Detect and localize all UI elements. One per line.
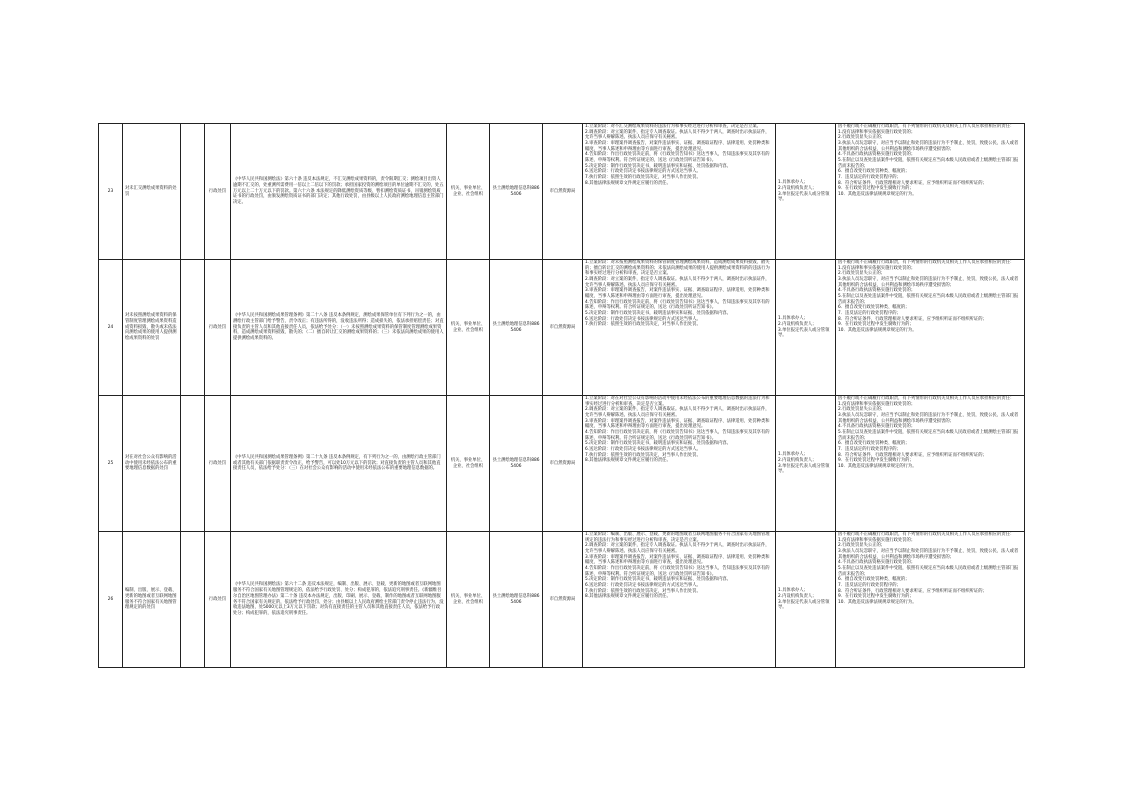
responsible-persons-line: 3.单位报定代表人或分管领导。 bbox=[778, 463, 830, 475]
accountability-cases-line: 6．擅自改变行政处罚种类、幅度的； bbox=[838, 441, 910, 447]
power-type: 行政处罚 bbox=[205, 532, 231, 668]
accountability-cases bbox=[836, 532, 1025, 668]
sub-item bbox=[181, 124, 205, 260]
accountability-cases-line: 9．在行政处罚过程中发生腐败行为的； bbox=[838, 322, 914, 328]
accountability-cases-line: 因不履行或不正确履行行政职责，有下列情形的行政机关及相关工作人员应承担相应的责任： bbox=[838, 124, 1015, 129]
responsibility-steps-line: 3.审查阶段：审理案件调查报告，对案件违法事实、证据、调查取证程序、法律适用、处罚种类和幅度、当事人陈述和申辩理由等方面进行审查，提出处理意见。 bbox=[585, 554, 770, 566]
power-type: 行政处罚 bbox=[205, 124, 231, 260]
responsibility-steps-line: 8.其他法律法规规章文件规定应履行的责任。 bbox=[585, 458, 671, 464]
responsible-persons-line: 3.单位报定代表人或分管领导。 bbox=[778, 191, 830, 203]
responsibility-steps-line: 8.其他法律法规规章文件规定应履行的责任。 bbox=[585, 594, 671, 600]
responsibility-steps-line: 6.送达阶段：行政处罚决定书按法律规定的方式送达当事人。 bbox=[585, 316, 701, 322]
responsibility-steps-line: 1.立案阶段：编制、出版、展示、登载、更新的地图或者互联网地图服务不符合国家有关地图管理规定的违法行为和事实经过进行分析和审查，决定是否立案。 bbox=[585, 532, 770, 543]
accountability-cases-line: 2.行政处罚显失公正的； bbox=[838, 135, 886, 141]
accountability-cases-line: 因不履行或不正确履行行政职责，有下列情形的行政机关及相关工作人员应承担相应的责任： bbox=[838, 396, 1015, 401]
responsibility-steps-line: 6.送达阶段：行政处罚决定书按法律规定的方式送达当事人。 bbox=[585, 583, 701, 589]
item-name: 对在对社会公众有影响的活动中使用未经依法公布的重要地理信息数据的处罚 bbox=[123, 396, 181, 532]
responsibility-steps bbox=[583, 532, 776, 668]
accountability-cases-line: 2.行政处罚显失公正的； bbox=[838, 543, 886, 549]
accountability-cases-line: 9．在行政处罚过程中发生腐败行为的； bbox=[838, 594, 914, 600]
accountability-cases-line: 5.在制止以及查处违法案件中受阻，依照有关规定应当向本级人民政府或者上级测绘主管部门报告而未报告的； bbox=[838, 158, 1019, 169]
accountability-cases-line: 10．其他违反法律法规规章规定的行为。 bbox=[838, 464, 917, 470]
responsible-persons-line: 1.具体承办人； bbox=[778, 452, 808, 458]
responsible-persons bbox=[776, 124, 836, 260]
accountability-cases-line: 8．符合听证条件、行政管理相对人要求听证，应予组织听证而不组织听证的； bbox=[838, 588, 987, 594]
responsibility-steps-line: 7.执行阶段：依照生效的行政处罚决定，对当事人作出处罚。 bbox=[585, 452, 701, 458]
accountability-cases-line: 2.行政处罚显失公正的； bbox=[838, 407, 886, 413]
sub-item bbox=[181, 260, 205, 396]
responsibility-steps-line: 7.执行阶段：依照生效的行政处罚决定，对当事人作出处罚。 bbox=[585, 322, 701, 328]
item-name: 编制、出版、展示、登载、更新的地图或者互联网地图服务不符合国家有关地图管理规定的的处罚 bbox=[123, 532, 181, 668]
responsibility-steps-line: 5.决定阶段：制作行政处罚决定书，载明违法事实和证据、处罚依据和内容。 bbox=[585, 441, 731, 447]
accountability-cases bbox=[836, 260, 1025, 396]
responsible-persons-line: 2.内设机构负责人； bbox=[778, 185, 817, 191]
accountability-cases-line: 7．违反法定的行政处罚程序的； bbox=[838, 583, 901, 589]
table-body bbox=[99, 124, 1025, 668]
accountability-cases-line: 1.没有法律和事实依据实施行政处罚的； bbox=[838, 537, 916, 543]
accountability-cases bbox=[836, 124, 1025, 260]
responsibility-steps-line: 7.执行阶段：依照生效的行政处罚决定，对当事人作出处罚。 bbox=[585, 588, 701, 594]
implementing-subject: 市自然资源局 bbox=[543, 396, 583, 532]
accountability-cases-line: 5.在制止以及查处违法案件中受阻，依照有关规定应当向本级人民政府或者上级测绘主管部门报告而未报告的； bbox=[838, 566, 1019, 577]
responsible-persons-line: 2.内设机构负责人； bbox=[778, 593, 817, 599]
accountability-cases-line: 4.不具备行政执法资格实施行政处罚的； bbox=[838, 560, 916, 566]
responsibility-steps-line: 7.执行阶段：依照生效的行政处罚决定，对当事人作出处罚。 bbox=[585, 175, 701, 181]
responsibility-steps-line: 5.决定阶段：制作行政处罚决定书，载明违法事实和证据、处罚依据和内容。 bbox=[585, 163, 731, 169]
accountability-cases-line: 因不履行或不正确履行行政职责，有下列情形的行政机关及相关工作人员应承担相应的责任： bbox=[838, 260, 1015, 265]
table-row bbox=[99, 532, 1025, 668]
power-type: 行政处罚 bbox=[205, 260, 231, 396]
legal-basis: 《中华人民共和国测绘法》第六十二条 违反本法规定，编制、出版、展示、登载、更新的地图或者互联网地图服务不符合国家有关地图管理规定的，依法给予行政处罚、处分；构成犯罪的，依法追究刑事责任。《新疆维吾尔自治区地图管理办法》第二十条 违反本办法规定，出版、印刷、展示、登载、制作的地图或者互联网地图服务不符合国家有关规定的，依法给予行政处罚、处分；由县级以上人民政府测绘主管部门责令停止违法行为，没收违法地图，处5000元以上3万元以下罚款；对负有直接责任的主管人员和其他直接责任人员，依法给予行政处分；构成犯罪的，依法追究刑事责任。 bbox=[231, 532, 447, 668]
responsibility-steps-line: 3.审查阶段：审理案件调查报告，对案件违法事实、证据、调查取证程序、法律适用、处罚种类和幅度、当事人陈述和申辩理由等方面进行审查，提出处理意见。 bbox=[585, 418, 770, 430]
accountability-cases-line: 3.执法人员玩忽职守，对应当予以制止和处罚的违法行为不予制止、处罚，致使公民、法人或者其他组织的合法权益、公共利益和测绘市场秩序遭受损害的； bbox=[838, 549, 1019, 560]
responsible-persons bbox=[776, 396, 836, 532]
implementing-subject: 市自然资源局 bbox=[543, 260, 583, 396]
responsible-persons-line: 3.单位报定代表人或分管领导。 bbox=[778, 327, 830, 339]
responsibility-steps-line: 2.调查阶段：对立案的案件，指定专人调查取证。执法人员不得少于两人，调查时出示执法证件，允许当事人辩解陈述。执法人员应保守有关秘密。 bbox=[585, 277, 770, 288]
accountability-cases-line: 1.没有法律和事实依据实施行政处罚的； bbox=[838, 265, 916, 271]
responsibility-steps-line: 5.决定阶段：制作行政处罚决定书，载明违法事实和证据、处罚依据和内容。 bbox=[585, 577, 731, 583]
item-name: 对未按照测绘成果资料的保管制度管理测绘成果资料造成资料损毁、散失或未依法向测绘成果的使用人提供测绘成果资料的处罚 bbox=[123, 260, 181, 396]
target-objects: 机关、事业单位、企业、社会组织 bbox=[447, 396, 490, 532]
responsibility-steps bbox=[583, 260, 776, 396]
accountability-cases bbox=[836, 396, 1025, 532]
accountability-cases-line: 10．其他违反法律法规规章规定的行为。 bbox=[838, 192, 917, 198]
responsibility-steps-line: 6.送达阶段：行政处罚决定书按法律规定的方式送达当事人。 bbox=[585, 169, 701, 175]
responsibility-steps-line: 4.告知阶段：作出行政处罚决定前，将《行政处罚告知书》送达当事人，告知违法事实及其享有的陈述、申辩等权利。符合听证规定的，送达《行政处罚听证告知书》。 bbox=[585, 152, 770, 164]
target-objects: 机关、事业单位、企业、社会组织 bbox=[447, 124, 490, 260]
power-type: 行政处罚 bbox=[205, 396, 231, 532]
legal-basis: 《中华人民共和国测绘成果管理条例》第二十八条 违反本条例规定，测绘成果保管单位有下列行为之一的，由测绘行政主管部门给予警告，责令改正；有违法所得的，没收违法所得；造成损失的，依法承担赔偿责任；对直接负责的主管人员和其他直接责任人员，依法给予处分：（一）未按照测绘成果资料的保管制度管理测绘成果资料，造成测绘成果资料损毁、散失的；（二）擅自转让汇交的测绘成果资料的；（三）未依法向测绘成果的使用人提供测绘成果资料的。 bbox=[231, 260, 447, 396]
row-number: 23 bbox=[99, 124, 123, 260]
responsibility-steps-line: 1.立案阶段：对未按照测绘成果资料的保管制度管理测绘成果资料，造成测绘成果资料损毁、散失的；擅自转让汇交的测绘成果资料的；未依法向测绘成果的使用人提供测绘成果资料的的违法行为和事实经过进行分析和审查，决定是否立案。 bbox=[585, 260, 770, 277]
responsible-persons-line: 1.具体承办人； bbox=[778, 588, 808, 594]
responsible-persons-line: 1.具体承办人； bbox=[778, 316, 808, 322]
responsibility-steps-line: 6.送达阶段：行政处罚决定书按法律规定的方式送达当事人。 bbox=[585, 447, 701, 453]
sub-item bbox=[181, 396, 205, 532]
accountability-cases-line: 1.没有法律和事实依据实施行政处罚的； bbox=[838, 401, 916, 407]
responsibility-steps-line: 2.调查阶段：对立案的案件，指定专人调查取证。执法人员不得少于两人，调查时出示执法证件，允许当事人辩解陈述。执法人员应保守有关秘密。 bbox=[585, 407, 770, 419]
responsibility-steps-line: 1.立案阶段：对不汇交测绘成果资料的违法行为和事实经过进行分析和审查，决定是否立案。 bbox=[585, 124, 761, 129]
accountability-cases-line: 6．擅自改变行政处罚种类、幅度的； bbox=[838, 169, 910, 175]
accountability-cases-line: 8．符合听证条件、行政管理相对人要求听证，应予组织听证而不组织听证的； bbox=[838, 316, 987, 322]
responsibility-steps-line: 4.告知阶段：作出行政处罚决定前，将《行政处罚告知书》送达当事人，告知违法事实及其享有的陈述、申辩等权利。符合听证规定的，送达《行政处罚听证告知书》。 bbox=[585, 566, 770, 577]
accountability-cases-line: 3.执法人员玩忽职守，对应当予以制止和处罚的违法行为不予制止、处罚，致使公民、法人或者其他组织的合法权益、公共利益和测绘市场秩序遭受损害的； bbox=[838, 413, 1019, 424]
responsibility-steps-line: 4.告知阶段：作出行政处罚决定前，将《行政处罚告知书》送达当事人，告知违法事实及其享有的陈述、申辩等权利。符合听证规定的，送达《行政处罚听证告知书》。 bbox=[585, 430, 770, 441]
accountability-cases-line: 8．符合听证条件、行政管理相对人要求听证，应予组织听证而不组织听证的； bbox=[838, 452, 987, 458]
responsibility-steps-line: 3.审查阶段：审理案件调查报告，对案件违法事实、证据、调查取证程序、法律适用、处罚种类和幅度、当事人陈述和申辩理由等方面进行审查，提出处理意见。 bbox=[585, 141, 770, 152]
accountability-cases-line: 10．其他违反法律法规规章规定的行为。 bbox=[838, 328, 917, 334]
accountability-cases-line: 4.不具备行政执法资格实施行政处罚的； bbox=[838, 152, 916, 158]
accountability-cases-line: 5.在制止以及查处违法案件中受阻，依照有关规定应当向本级人民政府或者上级测绘主管部门报告而未报告的； bbox=[838, 294, 1019, 305]
item-name: 对未汇交测绘成果资料的处罚 bbox=[123, 124, 181, 260]
responsibility-steps bbox=[583, 396, 776, 532]
legal-basis: 《中华人民共和国测绘法》第六十条 违反本法规定，不汇交测绘成果资料的，责令限期汇交；测绘项目出资人逾期不汇交的，处重测所需费用一倍以上二倍以下的罚款；承担国家投资的测绘项目的单位逾期不汇交的，处五万元以上二十万元以下的罚款。第六十六条 本法规定的降低测绘资质等级、暂扣测绘资质证书、吊销测绘资质证书的行政处罚，由颁发测绘资质证书的部门决定；其他行政处罚，由县级以上人民政府测绘地理信息主管部门决定。 bbox=[231, 124, 447, 260]
accountability-cases-line: 9．在行政处罚过程中发生腐败行为的； bbox=[838, 186, 914, 192]
accountability-cases-line: 6．擅自改变行政处罚种类、幅度的； bbox=[838, 577, 910, 583]
responsible-persons bbox=[776, 260, 836, 396]
responsibility-steps-line: 4.告知阶段：作出行政处罚决定前，将《行政处罚告知书》送达当事人，告知违法事实及其享有的陈述、申辩等权利。符合听证规定的，送达《行政处罚听证告知书》。 bbox=[585, 299, 770, 311]
responsibility-steps-line: 3.审查阶段：审理案件调查报告，对案件违法事实、证据、调查取证程序、法律适用、处罚种类和幅度、当事人陈述和申辩理由等方面进行审查，提出处理意见。 bbox=[585, 288, 770, 300]
table-row bbox=[99, 396, 1025, 532]
accountability-cases-line: 7．违反法定的行政处罚程序的； bbox=[838, 311, 901, 317]
accountability-cases-line: 7．违反法定的行政处罚程序的； bbox=[838, 175, 901, 181]
accountability-cases-line: 3.执法人员玩忽职守，对应当予以制止和处罚的违法行为不予制止、处罚，致使公民、法人或者其他组织的合法权益、公共利益和测绘市场秩序遭受损害的； bbox=[838, 141, 1019, 152]
responsibility-table bbox=[98, 123, 1025, 668]
table-row bbox=[99, 260, 1025, 396]
implementing-subject: 市自然资源局 bbox=[543, 532, 583, 668]
responsibility-steps-line: 1.立案阶段：对在对社会公众有影响的活动中使用未经依法公布的重要地理信息数据的违法行为和事实经过进行分析和审查，决定是否立案。 bbox=[585, 396, 770, 407]
responsible-persons-line: 1.具体承办人； bbox=[778, 180, 808, 186]
responsibility-steps bbox=[583, 124, 776, 260]
accountability-cases-line: 9．在行政处罚过程中发生腐败行为的； bbox=[838, 458, 914, 464]
responsibility-steps-line: 5.决定阶段：制作行政处罚决定书，载明违法事实和证据、处罚依据和内容。 bbox=[585, 311, 731, 317]
responsible-dept: 县土测绘地理信息科8865406 bbox=[490, 532, 543, 668]
responsible-dept: 县土测绘地理信息科8865406 bbox=[490, 124, 543, 260]
accountability-cases-line: 6．擅自改变行政处罚种类、幅度的； bbox=[838, 305, 910, 311]
responsible-persons-line: 2.内设机构负责人； bbox=[778, 321, 817, 327]
responsibility-steps-line: 2.调查阶段：对立案的案件，指定专人调查取证。执法人员不得少于两人，调查时出示执法证件，允许当事人辩解陈述。执法人员应保守有关秘密。 bbox=[585, 543, 770, 555]
accountability-cases-line: 3.执法人员玩忽职守，对应当予以制止和处罚的违法行为不予制止、处罚，致使公民、法人或者其他组织的合法权益、公共利益和测绘市场秩序遭受损害的； bbox=[838, 277, 1019, 288]
implementing-subject: 市自然资源局 bbox=[543, 124, 583, 260]
responsible-persons-line: 3.单位报定代表人或分管领导。 bbox=[778, 599, 830, 611]
accountability-cases-line: 4.不具备行政执法资格实施行政处罚的； bbox=[838, 424, 916, 430]
row-number: 26 bbox=[99, 532, 123, 668]
row-number: 24 bbox=[99, 260, 123, 396]
accountability-cases-line: 2.行政处罚显失公正的； bbox=[838, 271, 886, 277]
accountability-cases-line: 因不履行或不正确履行行政职责，有下列情形的行政机关及相关工作人员应承担相应的责任： bbox=[838, 532, 1015, 537]
target-objects: 机关、事业单位、企业、社会组织 bbox=[447, 260, 490, 396]
accountability-cases-line: 8．符合听证条件、行政管理相对人要求听证，应予组织听证而不组织听证的； bbox=[838, 180, 987, 186]
row-number: 25 bbox=[99, 396, 123, 532]
legal-basis: 《中华人民共和国测绘成果管理条例》第二十九条 违反本条例规定，有下列行为之一的，由测绘行政主管部门或者其他有关部门依据职责责令改正，给予警告，可以处10万元以下的罚款；对直接负责的主管人员和其他直接责任人员，依法给予处分：（三）在对社会公众有影响的活动中使用未经依法公布的重要地理信息数据的。 bbox=[231, 396, 447, 532]
accountability-cases-line: 10．其他违反法律法规规章规定的行为。 bbox=[838, 600, 917, 606]
sub-item bbox=[181, 532, 205, 668]
responsible-dept: 县土测绘地理信息科8865406 bbox=[490, 260, 543, 396]
responsible-persons-line: 2.内设机构负责人； bbox=[778, 457, 817, 463]
accountability-cases-line: 4.不具备行政执法资格实施行政处罚的； bbox=[838, 288, 916, 294]
table-row bbox=[99, 124, 1025, 260]
target-objects: 机关、事业单位、企业、社会组织 bbox=[447, 532, 490, 668]
responsible-dept: 县土测绘地理信息科8865406 bbox=[490, 396, 543, 532]
accountability-cases-line: 7．违反法定的行政处罚程序的； bbox=[838, 447, 901, 453]
responsibility-steps-line: 2.调查阶段：对立案的案件，指定专人调查取证。执法人员不得少于两人，调查时出示执法证件，允许当事人辩解陈述。执法人员应保守有关秘密。 bbox=[585, 129, 770, 141]
responsible-persons bbox=[776, 532, 836, 668]
accountability-cases-line: 1.没有法律和事实依据实施行政处罚的； bbox=[838, 129, 916, 135]
responsibility-steps-line: 8.其他法律法规规章文件规定应履行的责任。 bbox=[585, 180, 671, 186]
accountability-cases-line: 5.在制止以及查处违法案件中受阻，依照有关规定应当向本级人民政府或者上级测绘主管部门报告而未报告的； bbox=[838, 430, 1019, 441]
